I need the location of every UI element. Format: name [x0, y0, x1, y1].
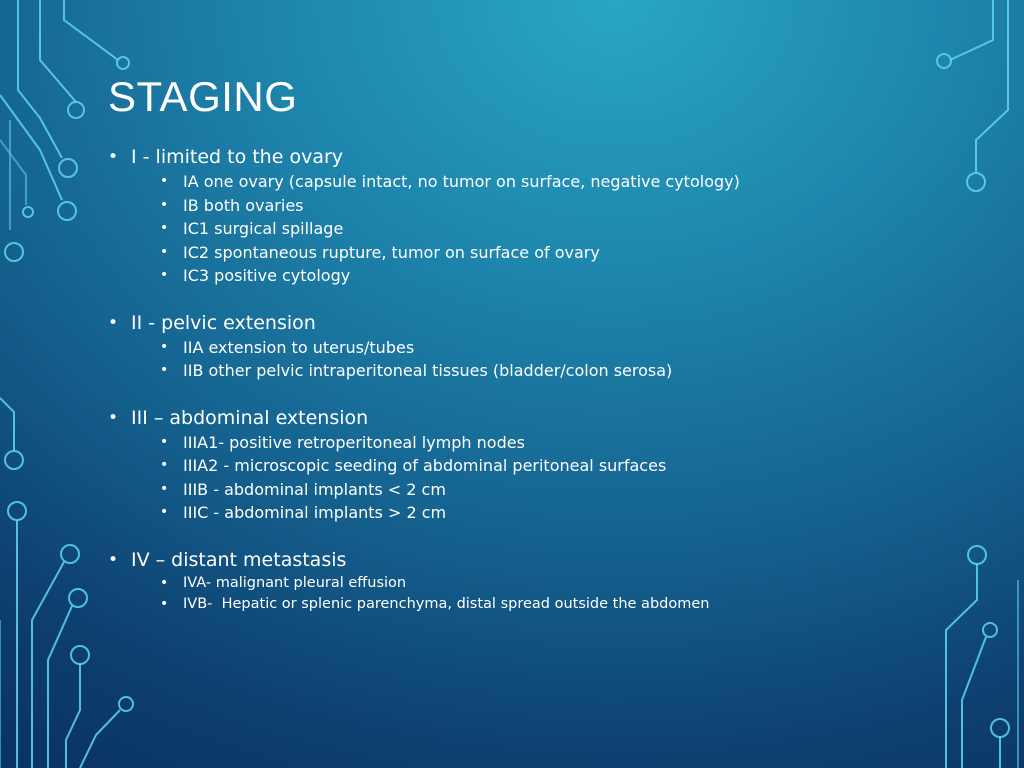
stage-heading	[108, 405, 988, 431]
bullet: •	[160, 220, 169, 236]
bullet: •	[108, 549, 119, 570]
stage-iv-section	[108, 547, 988, 615]
list-item	[108, 336, 988, 360]
list-item	[108, 241, 988, 265]
substage-text: IA one ovary (capsule intact, no tumor on surface, negative cytology)	[183, 172, 740, 191]
list-item	[108, 217, 988, 241]
bullet: •	[160, 243, 169, 260]
stage-ii-section	[108, 310, 988, 383]
substage-text: IC1 surgical spillage	[183, 219, 344, 238]
stage-i-substages	[108, 170, 988, 288]
bullet: •	[160, 504, 169, 520]
stage-heading	[108, 547, 988, 573]
substage-text: IVA- malignant pleural effusion	[183, 574, 407, 591]
bullet: •	[108, 312, 119, 333]
bullet: •	[160, 433, 169, 450]
substage-text: IC3 positive cytology	[183, 266, 351, 285]
stage-ii-heading: II - pelvic extension	[131, 311, 316, 334]
bullet: •	[108, 407, 119, 428]
bullet: •	[160, 595, 169, 612]
bullet: •	[108, 147, 119, 167]
bullet: •	[160, 267, 169, 283]
stage-heading	[108, 310, 988, 336]
stage-iv-substages	[108, 573, 988, 615]
substage-text: IIB other pelvic intraperitoneal tissues (bladder/colon serosa)	[183, 361, 673, 380]
list-item	[108, 573, 988, 594]
stage-iv-heading: IV – distant metastasis	[131, 548, 347, 571]
substage-text: IIIB - abdominal implants < 2 cm	[183, 479, 446, 499]
stage-i-section	[108, 144, 988, 288]
list-item	[108, 359, 988, 383]
list-item	[108, 594, 988, 615]
list-item	[108, 264, 988, 288]
substage-text: IIIA2 - microscopic seeding of abdominal peritoneal surfaces	[183, 456, 667, 475]
list-item	[108, 478, 988, 502]
list-item	[108, 194, 988, 218]
bullet: •	[160, 338, 169, 355]
stage-iii-substages	[108, 431, 988, 525]
bullet: •	[160, 362, 169, 378]
stage-iii-section	[108, 405, 988, 525]
bullet: •	[160, 457, 169, 473]
stage-i-heading: I - limited to the ovary	[131, 146, 344, 168]
substage-text: IIA extension to uterus/tubes	[183, 337, 415, 357]
bullet: •	[160, 173, 169, 189]
slide-title: STAGING	[108, 73, 298, 120]
stage-ii-substages	[108, 336, 988, 383]
bullet: •	[160, 574, 169, 591]
list-item	[108, 170, 988, 194]
substage-text: IIIA1- positive retroperitoneal lymph nodes	[183, 432, 525, 452]
substage-text: IIIC - abdominal implants > 2 cm	[183, 503, 447, 522]
list-item	[108, 501, 988, 525]
list-item	[108, 454, 988, 478]
substage-text: IC2 spontaneous rupture, tumor on surface of ovary	[183, 242, 600, 262]
bullet: •	[160, 480, 169, 497]
staging-list	[108, 144, 988, 637]
list-item	[108, 431, 988, 455]
stage-iii-heading: III – abdominal extension	[131, 406, 369, 429]
substage-text: IVB- Hepatic or splenic parenchyma, distal spread outside the abdomen	[183, 595, 710, 612]
stage-heading	[108, 144, 988, 170]
substage-text: IB both ovaries	[183, 195, 304, 215]
bullet: •	[160, 196, 169, 213]
